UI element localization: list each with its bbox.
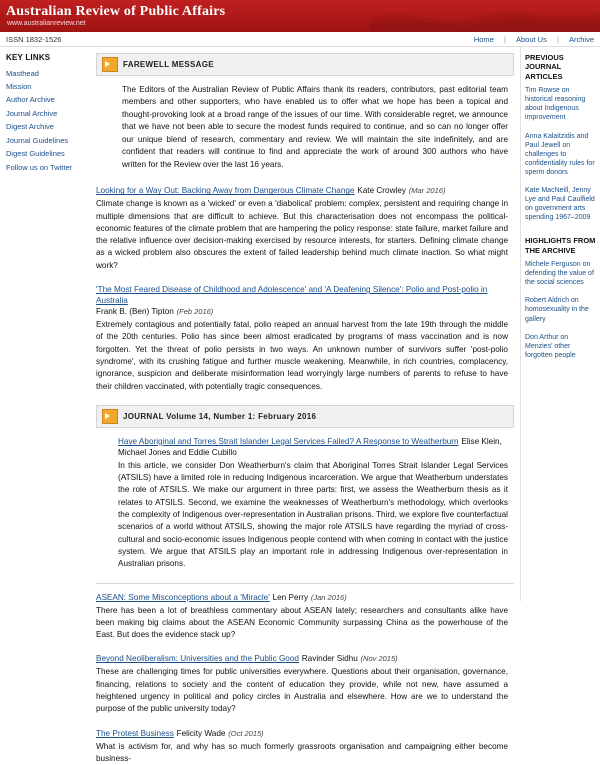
- journal-article-protest-abstract: What is activism for, and why has so much formerly grassroots organisation and campaigning either become business-: [96, 741, 508, 763]
- journal-feature-title[interactable]: Have Aboriginal and Torres Strait Islander Legal Services Failed? A Response to Weatherburn: [118, 436, 459, 446]
- sidebar-item-mission[interactable]: Mission: [6, 82, 32, 92]
- journal-heading: JOURNAL Volume 14, Number 1: February 2016: [123, 411, 317, 421]
- farewell-body: [96, 84, 514, 171]
- previous-article-3[interactable]: Kate MacNeill, Jenny Lye and Paul Caulfield on government arts spending 1967–2009: [525, 186, 595, 222]
- digest-article-2-authors: Frank B. (Ben) Tipton: [96, 307, 174, 317]
- digest-article-1-authors: Kate Crowley: [357, 186, 406, 196]
- issn-text: ISSN 1832-1526: [6, 35, 62, 44]
- sidebar-item-journal-archive[interactable]: Journal Archive: [6, 108, 58, 118]
- content-divider: [96, 583, 514, 584]
- sidebar-item-journal-guidelines[interactable]: Journal Guidelines: [6, 135, 69, 145]
- journal-article-asean: [96, 592, 514, 642]
- sidebar-item-author-archive[interactable]: Author Archive: [6, 95, 55, 105]
- digest-article-1-abstract: Climate change is known as a 'wicked' or even a 'diabolical' problem: complex, persistent and requiring change in multiple dimensions that are difficult to achieve. But this characterisation does not encompass the political-economic features of the climate problem that are hampering the policy response: state failure, market failure and the relative influence over decision-making exercised by resource interests, for starters. Defining climate change as a wicked problem also obscures the extent of failed leadership behind much climate inaction. So what might work?: [96, 199, 508, 270]
- site-masthead: [0, 0, 600, 32]
- arrow-badge-icon-2: [102, 409, 118, 424]
- main-content: [92, 47, 520, 763]
- highlight-item-1[interactable]: Michele Ferguson on defending the value of the social sciences: [525, 261, 594, 287]
- nav-archive[interactable]: Archive: [568, 35, 594, 44]
- masthead-wave-decoration: [370, 0, 600, 32]
- arrow-badge-icon: [102, 57, 118, 72]
- highlights-title: HIGHLIGHTS FROM THE ARCHIVE: [525, 236, 596, 255]
- journal-article-protest-authors: Felicity Wade: [176, 728, 226, 738]
- right-rail: [520, 47, 600, 601]
- sidebar-item-masthead[interactable]: Masthead: [6, 68, 39, 78]
- page-body: [0, 47, 600, 763]
- journal-article-neoliberalism-abstract: These are challenging times for public universities everywhere. Questions about their organisation, governance, financing, relations to society and the content of education they provide, while not new, have assumed a heightened urgency in political and policy circles in Australia and elsewhere. How are we to understand the purpose of the public university today?: [96, 667, 508, 714]
- previous-article-1[interactable]: Tim Rowse on historical reasoning about Indigenous improvement: [525, 87, 586, 122]
- digest-article-2: [96, 284, 514, 393]
- journal-article-neoliberalism-title[interactable]: Beyond Neoliberalism: Universities and the Public Good: [96, 654, 299, 664]
- journal-feature-abstract: In this article, we consider Don Weatherburn's claim that Aboriginal Torres Strait Islander Legal Services (ATSILS) have a limited role in reducing Indigenous incarceration. We argue that Weatherburn understates the role of ATSILS. We make our argument in three parts: first, we assess the Weatherburn thesis as it relates to ATSILS. Second, we examine the weaknesses of Weatherburn's methodology, which overlooks the complexity of Indigenous over-representation in Australian prisons. Third, we explore five counterfactual scenarios of a world without ATSILS, showing the major role ATSILS have regarding the myriad of cross-cultural and socio-economic issues Indigenous people contend with when coming in contact with the justice system. We argue that ATSILS play an important role in addressing Indigenous over-representation in Australian prisons.: [118, 460, 508, 569]
- digest-article-2-title[interactable]: 'The Most Feared Disease of Childhood and Adolescence' and 'A Deafening Silence': Polio and Post-polio in Australia: [96, 285, 488, 306]
- previous-articles-title: PREVIOUS JOURNAL ARTICLES: [525, 53, 564, 81]
- sidebar: [0, 47, 92, 601]
- journal-feature-authors: Elise Klein, Michael Jones and Eddie Cubillo: [118, 436, 502, 457]
- digest-article-2-date: (Feb 2016): [176, 307, 214, 317]
- sidebar-item-digest-archive[interactable]: Digest Archive: [6, 122, 54, 132]
- journal-article-asean-abstract: There has been a lot of breathless commentary about ASEAN lately; researchers and consultants alike have been making big claims about the ASEAN Economic Community surpassing China as the powerhouse of the East. But does the evidence stack up?: [96, 605, 508, 640]
- digest-article-1: [96, 185, 514, 272]
- farewell-section-header: [96, 53, 514, 76]
- farewell-text: The Editors of the Australian Review of Public Affairs thank its readers, contributors, past editorial team members and other supporters, who have enabled us to offer what we hope has been a topical and thought-provoking look at a broad range of the issues of our time. With considerable regret, we announce that we have not been able to secure the modest funds required to continue, and so can no longer offer our unique blend of research, commentary and review. We will maintain the site indefinitely, and are confident that readers will continue to find and appreciate the work of around 300 authors who have written for the Review over the last 16 years.: [122, 85, 508, 169]
- farewell-heading: FAREWELL MESSAGE: [123, 60, 214, 69]
- issn-bar: [0, 32, 600, 47]
- journal-article-neoliberalism-authors: Ravinder Sidhu: [301, 654, 358, 664]
- digest-article-2-abstract: Extremely contagious and potentially fatal, polio reaped an annual harvest from the late 19th through the middle of the 20th centuries. Polio has since been almost eradicated by programs of mass vaccination and is now forgotten. Yet the threat of polio persists in two ways. An unknown number of survivors suffer 'post-polio syndrome', with its crushing fatigue and further muscle weakening. Meanwhile, in rich countries, complacency, ignorance, suspicion and deliberate misinformation lead worryingly large numbers of parents to refuse to have their children vaccinated, with potentially tragic consequences.: [96, 320, 508, 391]
- journal-feature-article: [96, 436, 514, 571]
- nav-separator-2: |: [556, 35, 559, 44]
- previous-article-2[interactable]: Anna Kalaitzidis and Paul Jewell on challenges to confidentiality rules for sperm donors: [525, 132, 595, 176]
- sidebar-item-digest-guidelines[interactable]: Digest Guidelines: [6, 149, 65, 159]
- sidebar-title: KEY LINKS: [6, 53, 51, 62]
- journal-article-asean-title[interactable]: ASEAN: Some Misconceptions about a 'Miracle': [96, 592, 270, 602]
- journal-article-neoliberalism: [96, 653, 514, 715]
- journal-article-protest: [96, 728, 514, 765]
- nav-home[interactable]: Home: [473, 35, 494, 44]
- journal-article-protest-title[interactable]: The Protest Business: [96, 728, 174, 738]
- site-url: www.australianreview.net: [7, 20, 86, 27]
- top-navigation: [466, 35, 594, 44]
- journal-section-header: [96, 405, 514, 428]
- journal-article-neoliberalism-date: (Nov 2015): [360, 654, 398, 664]
- highlight-item-3[interactable]: Don Arthur on Menzies' other forgotten people: [525, 333, 576, 359]
- digest-article-1-date: (Mar 2016): [408, 186, 446, 196]
- journal-article-asean-authors: Len Perry: [272, 592, 309, 602]
- journal-article-asean-date: (Jan 2016): [310, 592, 347, 602]
- sidebar-item-twitter[interactable]: Follow us on Twitter: [6, 162, 73, 172]
- highlight-item-2[interactable]: Robert Aldrich on homosexuality in the gallery: [525, 297, 589, 323]
- digest-article-1-title[interactable]: Looking for a Way Out: Backing Away from Dangerous Climate Change: [96, 186, 355, 196]
- site-title: Australian Review of Public Affairs: [6, 4, 226, 19]
- journal-article-protest-date: (Oct 2015): [228, 728, 264, 738]
- nav-separator-1: |: [503, 35, 506, 44]
- nav-about-us[interactable]: About Us: [515, 35, 547, 44]
